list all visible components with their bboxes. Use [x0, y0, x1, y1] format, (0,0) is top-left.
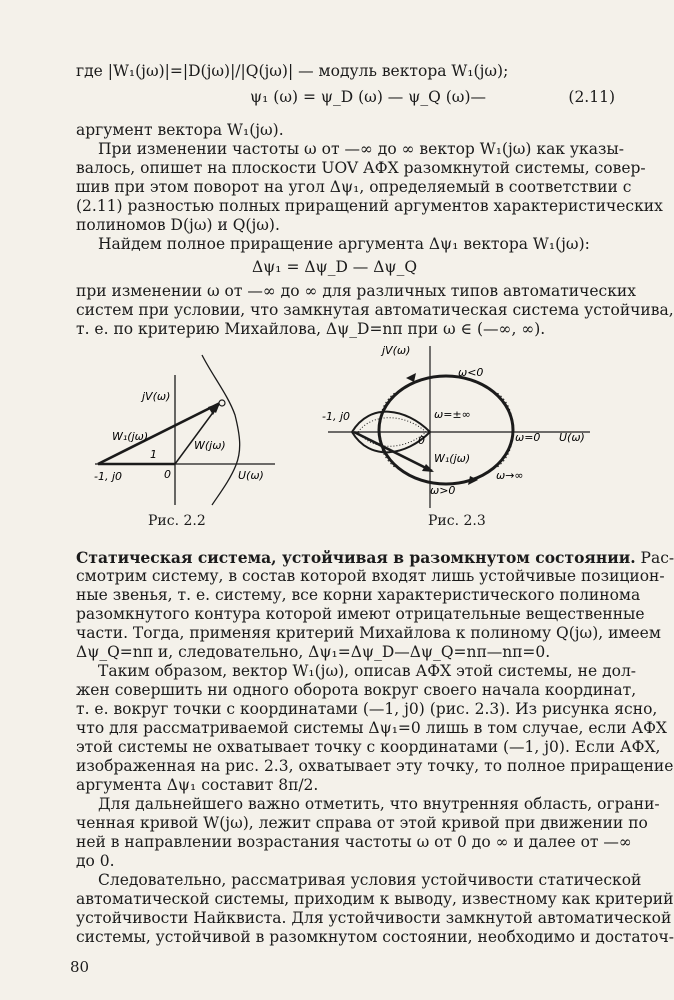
figure-2-2	[90, 345, 280, 515]
equation-2-11: ψ₁ (ω) = ψ_D (ω) — ψ_Q (ω)—	[250, 88, 486, 106]
fig23-label-u: U(ω)	[559, 431, 585, 444]
fig23-label-w-neg: ω<0	[458, 366, 484, 379]
text-line: аргумента Δψ₁ составит 8π/2.	[76, 776, 319, 794]
text-line: валось, опишет на плоскости UOV АФХ разомкнутой системы, совер-	[76, 159, 646, 177]
fig23-label-w1: W₁(jω)	[434, 452, 471, 465]
text-line: Таким образом, вектор W₁(jω), описав АФХ этой системы, не дол-	[98, 662, 637, 680]
text-line: до 0.	[76, 852, 115, 870]
fig23-label-minus1: -1, j0	[322, 410, 351, 423]
page-number: 80	[70, 958, 90, 976]
text-line: аргумент вектора W₁(jω).	[76, 121, 284, 139]
text-line: части. Тогда, применяя критерий Михайлова к полиному Q(jω), имеем	[76, 624, 661, 642]
text-line: разомкнутого контура которой имеют отрицательные вещественные	[76, 605, 645, 623]
fig23-label-w-pos: ω>0	[430, 484, 456, 497]
fig22-label-minus1: -1, j0	[94, 470, 123, 483]
text-line: шив при этом поворот на угол Δψ₁, определяемый в соответствии с	[76, 178, 632, 196]
text-line: изображенная на рис. 2.3, охватывает эту точку, то полное приращение	[76, 757, 674, 775]
text-line: Следовательно, рассматривая условия устойчивости статической	[98, 871, 642, 889]
text-line: устойчивости Найквиста. Для устойчивости замкнутой автоматической	[76, 909, 672, 927]
equation-delta: Δψ₁ = Δψ_D — Δψ_Q	[251, 258, 418, 276]
fig23-label-w-to-inf: ω→∞	[496, 469, 524, 482]
fig23-label-origin: 0	[418, 434, 425, 447]
fig22-caption: Рис. 2.2	[148, 513, 206, 529]
section-first-line	[76, 548, 674, 568]
text-line: т. е. по критерию Михайлова, Δψ_D=nπ при ω ∈ (—∞, ∞).	[76, 320, 546, 338]
text-line: где |W₁(jω)|=|D(jω)|/|Q(jω)| — модуль вектора W₁(jω);	[76, 62, 509, 80]
equation-number: (2.11)	[568, 88, 615, 106]
text-line: (2.11) разностью полных приращений аргументов характеристических	[76, 197, 663, 215]
fig23-label-w-inf: ω=±∞	[434, 408, 471, 421]
section-heading: Статическая система, устойчивая в разомкнутом состоянии.	[76, 548, 636, 567]
fig22-end-point	[219, 400, 225, 406]
text-line: что для рассматриваемой системы Δψ₁=0 лишь в том случае, если АФХ	[76, 719, 667, 737]
text-line: жен совершить ни одного оборота вокруг своего начала координат,	[76, 681, 637, 699]
figure-2-3	[318, 340, 598, 515]
fig22-label-jv: jV(ω)	[142, 390, 171, 403]
text-line: При изменении частоты ω от —∞ до ∞ вектор W₁(jω) как указы-	[98, 140, 625, 158]
text-line: систем при условии, что замкнутая автоматическая система устойчива,	[76, 301, 674, 319]
fig23-arrow-w1	[422, 464, 434, 472]
text-line: автоматической системы, приходим к выводу, известному как критерий	[76, 890, 674, 908]
fig23-afc-curve	[379, 376, 513, 484]
fig23-caption: Рис. 2.3	[428, 513, 486, 529]
fig22-label-one: 1	[150, 448, 157, 461]
text-line: Для дальнейшего важно отметить, что внутренняя область, ограни-	[98, 795, 660, 813]
text-line: т. е. вокруг точки с координатами (—1, j0) (рис. 2.3). Из рисунка ясно,	[76, 700, 658, 718]
text-line: смотрим систему, в состав которой входят лишь устойчивые позицион-	[76, 567, 665, 585]
fig22-label-w: W(jω)	[194, 439, 226, 452]
text-line: этой системы не охватывает точку с координатами (—1, j0). Если АФХ,	[76, 738, 661, 756]
text-line: ные звенья, т. е. систему, все корни характеристического полинома	[76, 586, 641, 604]
text-line: при изменении ω от —∞ до ∞ для различных типов автоматических	[76, 282, 636, 300]
fig23-label-w-zero: ω=0	[515, 431, 541, 444]
fig22-afc-curve	[202, 355, 240, 505]
fig22-label-u: U(ω)	[238, 469, 264, 482]
fig23-label-jv: jV(ω)	[382, 344, 411, 357]
text-line: Найдем полное приращение аргумента Δψ₁ вектора W₁(jω):	[98, 235, 590, 253]
text-line: ней в направлении возрастания частоты ω от 0 до ∞ и далее от —∞	[76, 833, 632, 851]
text-line: полиномов D(jω) и Q(jω).	[76, 216, 280, 234]
text-line: системы, устойчивой в разомкнутом состоянии, необходимо и достаточ-	[76, 928, 674, 946]
text-line: Δψ_Q=nπ и, следовательно, Δψ₁=Δψ_D—Δψ_Q=nπ—nπ=0.	[76, 643, 551, 661]
fig22-label-w1: W₁(jω)	[112, 430, 149, 443]
section-heading-rest: Рас-	[640, 549, 674, 567]
fig22-label-origin: 0	[164, 468, 171, 481]
text-line: ченная кривой W(jω), лежит справа от этой кривой при движении по	[76, 814, 648, 832]
